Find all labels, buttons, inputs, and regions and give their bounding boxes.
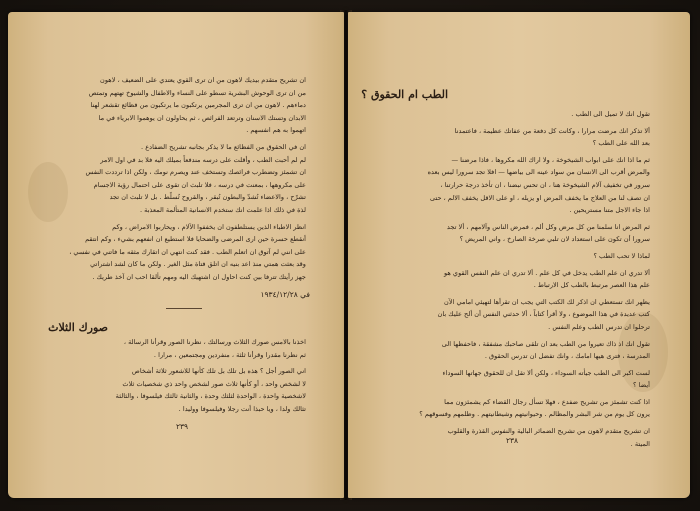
text-line: تقول انك اذ ذاك تعيروا من الطب بعد ان تلقى صاحبك مشفقة ، فاحفظها الى (441, 339, 650, 348)
text-line: تثالك ولدا ، ويا حبذا أنت رجلا وفيلسوفا ووليدا . (178, 404, 306, 413)
text-line: ان تصف لنا من العلاج ما يخفف المرض او يزيله ، او على الاقل يخفف الالم ، حتى (430, 193, 650, 202)
text-line: جهز رأيتك تترفا بين كنت احاول ان اشتهيك اليه ومهم تألقا احب ان آخذ طريك . (92, 272, 306, 281)
text-line: ثم نظرنا مقدرا وقرأنا ثلثة ، منفردين ومجتمعين ، مرارا . (153, 350, 306, 359)
left-page-body (42, 74, 306, 284)
text-line: اذا كنت تشمئز من تشريح ضفدع ، فهلا تسأل رجال القضاء كم يشمئزون مما (444, 397, 650, 406)
text-line: ان تشمئز وتضطرب فرائصك وتستخف عند ويصرم نومك ، ولكن اذا ترددت النفس (85, 168, 306, 177)
text-line: علم هذا العصر مرتبط بالطب كل الارتباط . (533, 281, 650, 290)
right-page-number: ٢٣٨ (506, 436, 519, 445)
text-line: بعد الله على الطب ؟ (592, 139, 650, 148)
text-line: سرورا أن تكون على استعداد لان تلبي صرخة الصارخ ، واني المريض ؟ (459, 235, 650, 244)
text-line: والمرض أقرب الى الانسان من سواد عينه الى بياضها — افلا تجد سرورا ليس بعده (427, 168, 650, 177)
text-line: ان في الحقوق من الفظائع ما لا يذكر بجانبه تشريح الضفادع . (141, 142, 306, 151)
text-line: الميتة . (630, 439, 650, 448)
left-section-body (42, 336, 306, 416)
text-line: كتب عديدة في هذا الموضوع ، ولا أقرأ كتاباً ، ألا حدثني النفس أن ألح عليك بان (437, 310, 650, 319)
text-line: لذة في ذلك اذا علمت انك ستخدم الانسانية المتألمة المعذبة . (139, 205, 306, 214)
text-line: على انني لم آتوق ان اتعلم الطب . فقد كنت انتهي ان اتقارك مثقه ما فاتني في نفسي ، (69, 247, 306, 256)
signature-date: في ١٩٣٤/١٢/٢٨ (260, 290, 310, 299)
text-line: تقول انك لا تميل الى الطب . (571, 110, 650, 118)
text-line: اتهموا به هم انفسهم . (246, 126, 306, 135)
text-line: اني الصور أجل ؟ هذه بل تلك بل تلك كأنها للاشعور ثلاثة أشخاص (131, 367, 306, 376)
section-divider (166, 308, 202, 309)
text-line: ألا تدري ان علم الطب يدخل في كل علم . ألا تدري ان علم النفس القوي هو (443, 268, 650, 277)
text-line: دماءهم . لاهون من ان ترى المجرمين يرتكبون ما يرتكبون من فظائع تقشعر لهنا (90, 101, 306, 110)
left-section-title: صورك الثلاث (48, 321, 108, 334)
text-line: ثم ما اذا انك على ابواب الشيخوخة ، ولا اراك الله مكروها ، فاذا مرضنا — (451, 155, 650, 164)
text-line: لماذا لا تحب الطب ؟ (593, 251, 650, 260)
right-page (348, 12, 690, 498)
text-line: الابدان وتستك الاسنان وترتعد الفرائص ، ثم يحاولون ان يوهموا الابرياء في ما (98, 113, 306, 122)
text-line: على مكروهها ، بمعنت في درسه ، فلا تلبث ان تقوى على احتمال رؤية الاجسام (93, 180, 306, 189)
text-line: ألا تذكر انك مرضت مرارا ، وكانت كل دفعة من عفاتك عظيمة ، فاعتمدنا (454, 126, 650, 135)
text-line: اذا جاء الاجل متنا مستريحين . (569, 206, 650, 215)
text-line: لست اكبر الى الطب جيأته السوداء ، ولكن ألا تقل ان للحقوق جهاتها السوداء (442, 368, 650, 377)
text-line: ثم المرض انا سلمنا من كل مرض وكل ألم ، فمرض الناس وآلامهم ، ألا تجد (446, 222, 650, 231)
text-line: يظهر انك تستعطي ان اذكر لك الكتب التي يجب ان تقرأها لتهيئي امامي الآن (444, 297, 650, 306)
text-line: لاشخصية واحدة ، الواحدة لثلثك وحدة ، والثانية ثالثك فيلسوفا ، والثالثة (115, 392, 306, 401)
text-line: وقد بعثت همتي منذ اعد بنيه ان اتلق فتاة مثل الغير . ولكن ما كان لشد اشتراتي (90, 260, 306, 269)
text-line: تشرّح ، والاعضاء تُشدّ والبطون تُبقر ، والقروح تُسلّط . بل لا تلبث ان تجد (109, 193, 306, 202)
text-line: لم لم أحبت الطب ، وأقلت على درسه مندفعاً بميلك اليه فلا بد في اول الامر (100, 155, 306, 164)
text-line: المدرسة ، فترى هيها امامك ، وانك تفضل ان تدرس الحقوق . (484, 352, 650, 361)
text-line: سرور في تخفيف آلام الشيخوخة هنا ، ان تحس نبضنا ، ان تأخذ درجة حرارتنا ، (440, 180, 650, 189)
left-page (8, 12, 344, 498)
text-line: من ان ترى الوحوش البشرية تسطو على النساء والاطفال والشيوخ تهتهم وتمتص (88, 88, 306, 97)
text-line: انظر الاطباء الذين يستلطفون ان يخففوا الآلام ، ويحاربوا الامراض ، وكم (112, 222, 306, 231)
text-line: اخذنا بالامس صورك الثلاث ورسالتك ، نظرنا الصور وقرأنا الرسالة ، (123, 338, 306, 346)
text-line: أيضا ؟ (633, 381, 650, 390)
text-line: لا لشخص واحد ، أو كأنها ثلاث صور لشخص واحد ذي شخصيات ثلاث (122, 379, 306, 388)
text-line: ان تشريح متقدم لاهون من تشريح الضمائر البالية والنفوس القذرة والقلوب (447, 427, 650, 436)
right-page-title: الطب ام الحقوق ؟ (361, 88, 448, 101)
text-line: أنقطع حسرة حين ارى المرضى والضحايا فلا استطيع ان انفعهم بشيء ، وكم انتقم (85, 235, 306, 244)
text-line: يرون كل يوم من شر البشر والمظالم . وحيوانيتهم وشيطانيتهم . وظلمهم وفسوقهم ؟ (419, 410, 650, 419)
text-line: ترحلوا ان تدرس الطب وعلم النفس . (548, 322, 650, 331)
left-page-number: ٢٣٩ (176, 422, 189, 431)
text-line: ان تشريح متقدم بيديك لاهون من ان ترى القوي يعتدي على الضعيف ، لاهون (100, 76, 306, 84)
right-page-body (374, 108, 650, 450)
